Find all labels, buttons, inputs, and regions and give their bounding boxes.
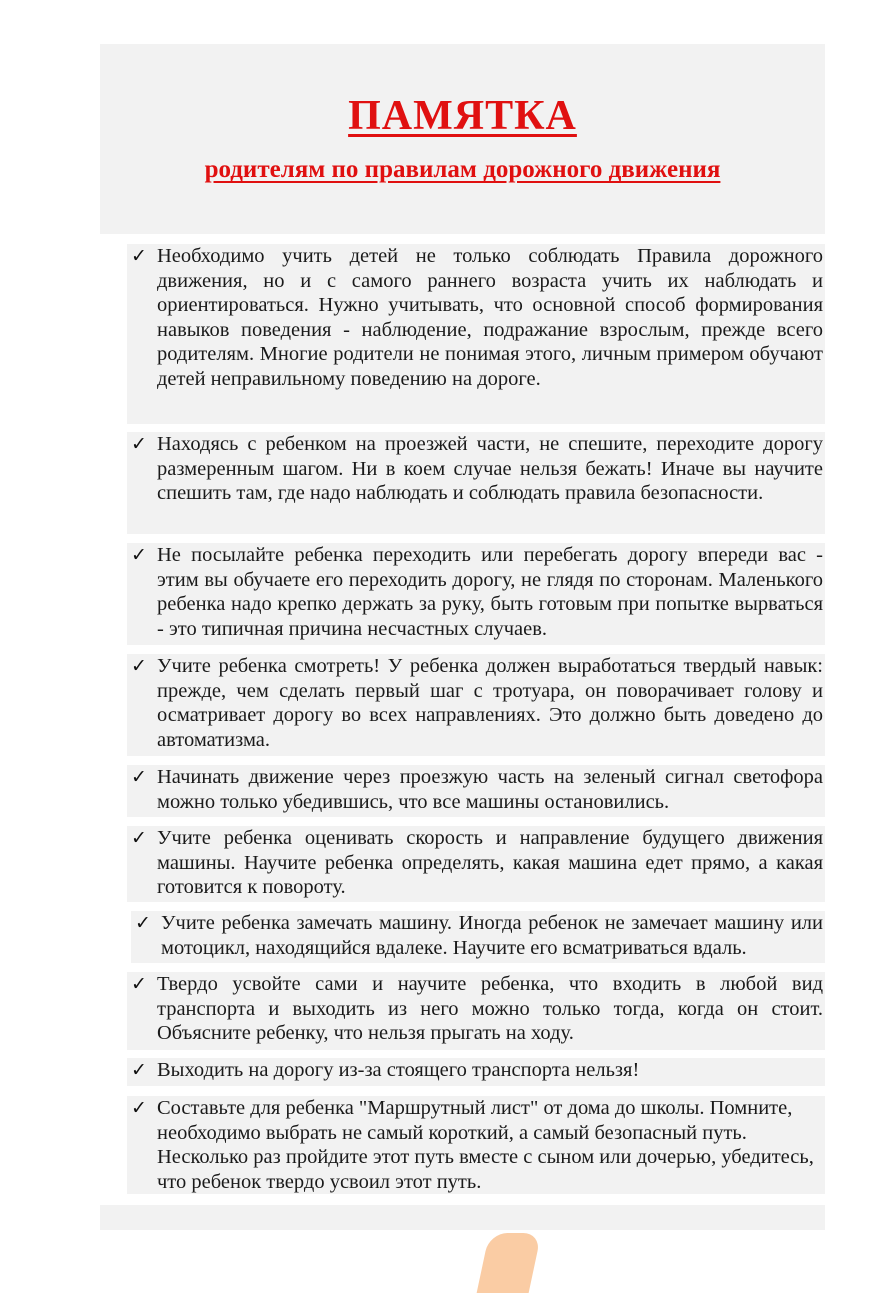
list-item xyxy=(127,1096,825,1194)
list-item xyxy=(127,543,825,645)
list-item xyxy=(127,1058,825,1086)
list-item-text: Не посылайте ребенка переходить или перебегать дорогу впереди вас - этим вы обучаете его переходить дорогу, не глядя по сторонам. Маленького ребенка надо крепко держать за руку, быть готовым при попытке вырваться - это типичная причина несчастных случаев. xyxy=(157,544,823,640)
page-title: ПАМЯТКА xyxy=(348,93,577,139)
list-item xyxy=(127,826,825,902)
list-item-text: Составьте для ребенка "Маршрутный лист" от дома до школы. Помните, необходимо выбрать не самый короткий, а самый безопасный путь. Несколько раз пройдите этот путь вместе с сыном или дочерью, убедитесь, что ребенок твердо усвоил этот путь. xyxy=(157,1097,814,1193)
list-item xyxy=(127,432,825,534)
checkmark-icon: ✓ xyxy=(131,655,147,677)
list-item-text: Начинать движение через проезжую часть на зеленый сигнал светофора можно только убедившись, что все машины остановились. xyxy=(157,766,823,813)
list-item-text: Учите ребенка оценивать скорость и направление будущего движения машины. Научите ребенка определять, какая машина едет прямо, а какая готовится к повороту. xyxy=(157,827,823,898)
list-item-text: Находясь с ребенком на проезжей части, не спешите, переходите дорогу размеренным шагом. Ни в коем случае нельзя бежать! Иначе вы научите спешить там, где надо наблюдать и соблюдать правила безопасности. xyxy=(157,433,823,504)
checkmark-icon: ✓ xyxy=(131,245,147,267)
list-item-text: Учите ребенка замечать машину. Иногда ребенок не замечает машину или мотоцикл, находящийся вдалеке. Научите его всматриваться вдаль. xyxy=(161,912,823,959)
checkmark-icon: ✓ xyxy=(131,973,147,995)
checkmark-icon: ✓ xyxy=(131,827,147,849)
list-item-text: Выходить на дорогу из-за стоящего транспорта нельзя! xyxy=(157,1059,640,1081)
footer-panel xyxy=(100,1205,825,1230)
list-item xyxy=(131,911,825,963)
checkmark-icon: ✓ xyxy=(131,1059,147,1081)
page-subtitle: родителям по правилам дорожного движения xyxy=(204,156,721,183)
list-item xyxy=(127,765,825,817)
list-item xyxy=(127,244,825,424)
decorative-shape xyxy=(477,1233,542,1293)
list-item-text: Необходимо учить детей не только соблюдать Правила дорожного движения, но и с самого раннего возраста учить их наблюдать и ориентироваться. Нужно учитывать, что основной способ формирования навыков поведения - наблюдение, подражание взрослым, прежде всего родителям. Многие родители не понимая этого, личным примером обучают детей неправильному поведению на дороге. xyxy=(157,245,823,390)
checkmark-icon: ✓ xyxy=(131,544,147,566)
list-item xyxy=(127,654,825,756)
checkmark-icon: ✓ xyxy=(135,912,151,934)
list-item-text: Учите ребенка смотреть! У ребенка должен выработаться твердый навык: прежде, чем сделать первый шаг с тротуара, он поворачивает голову и осматривает дорогу во всех направлениях. Это должно быть доведено до автоматизма. xyxy=(157,655,823,751)
list-item-text: Твердо усвойте сами и научите ребенка, что входить в любой вид транспорта и выходить из него можно только тогда, когда он стоит. Объясните ребенку, что нельзя прыгать на ходу. xyxy=(157,973,823,1044)
checkmark-icon: ✓ xyxy=(131,1097,147,1119)
header-panel xyxy=(100,44,825,234)
checkmark-icon: ✓ xyxy=(131,433,147,455)
list-item xyxy=(127,972,825,1050)
checkmark-icon: ✓ xyxy=(131,766,147,788)
